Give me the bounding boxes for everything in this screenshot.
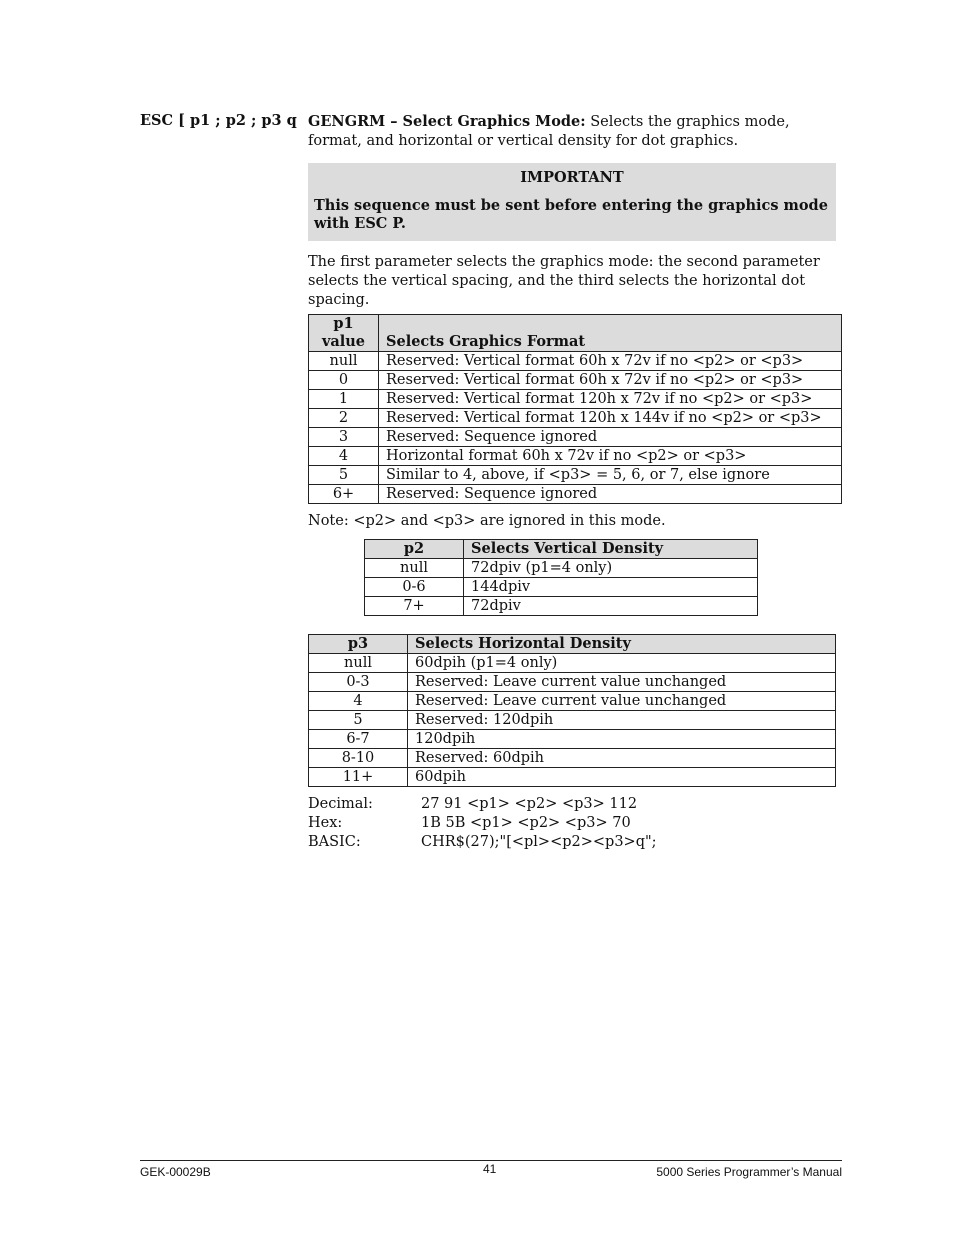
important-heading: IMPORTANT [520, 169, 624, 186]
p1-value: 6+ [309, 485, 379, 504]
table-header-row [365, 540, 758, 559]
format-description: Similar to 4, above, if <p3> = 5, 6, or 7, else ignore [379, 466, 842, 485]
code-value: 1B 5B <p1> <p2> <p3> 70 [421, 815, 631, 831]
command-sequence: ESC [ p1 ; p2 ; p3 q [140, 112, 297, 129]
p3-value: 0-3 [309, 673, 408, 692]
column-header-p1: p1 value [309, 315, 379, 352]
graphics-format-table [308, 314, 842, 504]
p3-value: 4 [309, 692, 408, 711]
table-row [309, 654, 836, 673]
code-value: 27 91 <p1> <p2> <p3> 112 [421, 796, 638, 812]
table-row [309, 371, 842, 390]
p2-value: 0-6 [365, 578, 464, 597]
page-number: 41 [483, 1162, 497, 1176]
table-row [309, 768, 836, 787]
code-label: BASIC: [308, 834, 361, 850]
page-footer [140, 1160, 842, 1179]
horizontal-density: Reserved: Leave current value unchanged [408, 673, 836, 692]
table-header-row [309, 315, 842, 352]
horizontal-density: 60dpih (p1=4 only) [408, 654, 836, 673]
table-row [309, 447, 842, 466]
manual-title: 5000 Series Programmer’s Manual [656, 1165, 842, 1179]
p3-value: 11+ [309, 768, 408, 787]
p1-value: 2 [309, 409, 379, 428]
p1-value: 3 [309, 428, 379, 447]
p3-value: 8-10 [309, 749, 408, 768]
p3-value: 5 [309, 711, 408, 730]
format-description: Reserved: Sequence ignored [379, 428, 842, 447]
p2-value: 7+ [365, 597, 464, 616]
vertical-density: 72dpiv [464, 597, 758, 616]
table-row [309, 711, 836, 730]
p1-value: 5 [309, 466, 379, 485]
table-header-row [309, 635, 836, 654]
mode-note: Note: <p2> and <p3> are ignored in this mode. [308, 513, 666, 529]
format-description: Reserved: Vertical format 120h x 72v if no <p2> or <p3> [379, 390, 842, 409]
horizontal-density-table [308, 634, 836, 787]
column-header-format: Selects Graphics Format [379, 315, 842, 352]
table-row [309, 428, 842, 447]
table-row [365, 597, 758, 616]
p3-value: 6-7 [309, 730, 408, 749]
intro-paragraph [308, 112, 842, 151]
table-row [365, 559, 758, 578]
document-number: GEK-00029B [140, 1165, 211, 1179]
column-header-horizontal-density: Selects Horizontal Density [408, 635, 836, 654]
command-title: GENGRM – Select Graphics Mode: [308, 113, 586, 130]
table-row [309, 673, 836, 692]
parameter-paragraph: The first parameter selects the graphics mode: the second parameter selects the vertical spacing, and the third selects the horizontal dot spacing. [308, 254, 820, 308]
horizontal-density: Reserved: 120dpih [408, 711, 836, 730]
p1-value: 4 [309, 447, 379, 466]
code-row-decimal [308, 795, 842, 814]
format-description: Reserved: Vertical format 120h x 144v if no <p2> or <p3> [379, 409, 842, 428]
code-label: Decimal: [308, 796, 373, 812]
command-description [308, 112, 842, 852]
vertical-density-table [364, 539, 758, 616]
column-header-vertical-density: Selects Vertical Density [464, 540, 758, 559]
command-summary: Selects the graphics mode, format, and horizontal or vertical density for dot graphics. [308, 114, 790, 149]
p3-value: null [309, 654, 408, 673]
important-text: This sequence must be sent before entering the graphics mode with ESC P. [314, 197, 828, 232]
p2-value: null [365, 559, 464, 578]
format-description: Reserved: Sequence ignored [379, 485, 842, 504]
column-header-p3: p3 [309, 635, 408, 654]
table-row [309, 485, 842, 504]
important-box [308, 163, 836, 241]
table-row [309, 730, 836, 749]
horizontal-density: Reserved: 60dpih [408, 749, 836, 768]
table-row [309, 409, 842, 428]
table-row [309, 749, 836, 768]
code-value: CHR$(27);"[<pl><p2><p3>q"; [421, 834, 657, 850]
p1-value: null [309, 352, 379, 371]
table-row [365, 578, 758, 597]
code-row-basic [308, 833, 842, 852]
format-description: Reserved: Vertical format 60h x 72v if no <p2> or <p3> [379, 371, 842, 390]
code-listing [308, 795, 842, 852]
horizontal-density: 60dpih [408, 768, 836, 787]
p1-value: 0 [309, 371, 379, 390]
table-row [309, 692, 836, 711]
vertical-density: 144dpiv [464, 578, 758, 597]
vertical-density: 72dpiv (p1=4 only) [464, 559, 758, 578]
table-row [309, 352, 842, 371]
format-description: Reserved: Vertical format 60h x 72v if no <p2> or <p3> [379, 352, 842, 371]
horizontal-density: 120dpih [408, 730, 836, 749]
format-description: Horizontal format 60h x 72v if no <p2> or <p3> [379, 447, 842, 466]
p1-value: 1 [309, 390, 379, 409]
code-row-hex [308, 814, 842, 833]
table-row [309, 466, 842, 485]
horizontal-density: Reserved: Leave current value unchanged [408, 692, 836, 711]
table-row [309, 390, 842, 409]
code-label: Hex: [308, 815, 343, 831]
column-header-p2: p2 [365, 540, 464, 559]
